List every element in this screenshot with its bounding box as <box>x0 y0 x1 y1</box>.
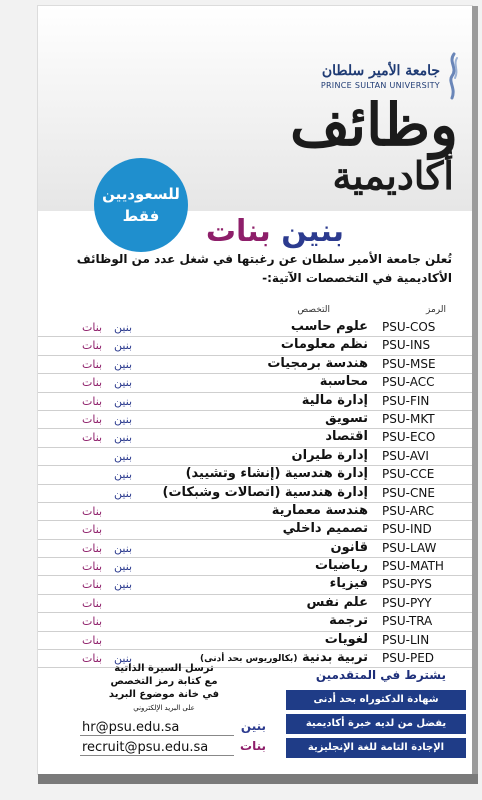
specialty-name <box>168 466 368 481</box>
specialty-code: PSU-COS <box>382 320 436 334</box>
specialty-name <box>168 613 368 628</box>
gender-girls: بنات <box>82 339 103 353</box>
cv-instructions-email: على البريد الإلكتروني <box>133 704 195 712</box>
specialty-name-text: إدارة هندسية (اتصالات وشبكات) <box>162 484 368 500</box>
table-row <box>38 374 472 392</box>
gender-heading <box>206 214 344 249</box>
specialty-name-text: نظم معلومات <box>280 337 368 353</box>
table-row <box>38 356 472 374</box>
gender-girls: بنات <box>82 412 103 426</box>
specialty-name <box>168 521 368 536</box>
specialty-name-text: اقتصاد <box>325 429 368 445</box>
requirement-item: الإجادة التامة للغة الإنجليزية <box>286 738 466 758</box>
specialty-name <box>168 356 368 371</box>
gender-girls: بنات <box>82 578 103 592</box>
requirements-title: يشترط في المتقدمين <box>315 668 446 682</box>
email-row-girls <box>80 738 266 758</box>
specialty-name-text: علم نفس <box>306 594 368 610</box>
email-link-boys[interactable]: hr@psu.edu.sa <box>82 720 180 735</box>
intro-text: تُعلن جامعة الأمير سلطان عن رغبتها في شغل عدد من الوظائف الأكاديمية في التخصصات الآتية:- <box>76 252 452 285</box>
gender-girls: بنات <box>82 652 103 666</box>
specialty-name-text: هندسة معمارية <box>271 502 368 518</box>
gender-boys: بنين <box>114 339 133 353</box>
requirement-item: شهادة الدكتوراه بحد أدنى <box>286 690 466 710</box>
specialty-name <box>168 595 368 610</box>
specialty-code: PSU-ARC <box>382 503 435 518</box>
gender-girls: بنات <box>82 633 103 647</box>
specialty-name-text: إدارة مالية <box>301 392 368 408</box>
cv-instructions <box>106 662 222 714</box>
specialty-name-text: لغويات <box>324 631 368 647</box>
email-row-boys <box>80 718 266 738</box>
specialty-name <box>168 503 368 518</box>
saudi-only-badge <box>94 158 188 252</box>
table-row <box>38 503 472 521</box>
table-header <box>38 301 472 319</box>
table-row <box>38 466 472 484</box>
badge-line-2: فقط <box>122 207 160 225</box>
table-row <box>38 411 472 429</box>
logo-arabic-text: جامعة الأمير سلطان <box>321 62 440 79</box>
specialty-name <box>168 448 368 463</box>
specialty-code: PSU-IND <box>382 522 432 537</box>
specialty-code: PSU-INS <box>382 338 431 353</box>
specialty-code: PSU-TRA <box>382 614 433 629</box>
specialty-name-text: محاسبة <box>319 374 368 390</box>
email-label-girls: بنات <box>240 739 266 753</box>
gender-boys: بنين <box>114 560 133 574</box>
email-list <box>80 718 266 758</box>
requirement-item: يفضل من لديه خبرة أكاديمية <box>286 714 466 734</box>
specialty-name <box>168 558 368 573</box>
poster-shadow-right <box>472 6 478 774</box>
badge-line-1: للسعوديين <box>102 185 180 203</box>
specialty-name <box>162 484 368 500</box>
specialty-name-text: فيزياء <box>329 576 368 592</box>
specialty-code: PSU-PED <box>382 651 435 666</box>
table-row <box>38 448 472 466</box>
specialty-name <box>168 540 368 555</box>
gender-heading-boys: بنين <box>281 214 344 249</box>
specialty-name <box>168 337 368 352</box>
specialty-code: PSU-AVI <box>382 448 429 463</box>
gender-boys: بنين <box>114 449 133 463</box>
table-row <box>38 650 472 668</box>
cv-instructions-main: ترسل السيرة الذاتية مع كتابة رمز التخصص في خانة موضوع البريد <box>108 663 220 700</box>
gender-girls: بنات <box>82 376 103 390</box>
gender-girls: بنات <box>82 431 103 445</box>
page-subtitle: أكاديمية <box>332 153 454 198</box>
gender-girls: بنات <box>82 560 103 574</box>
gender-boys: بنين <box>114 412 133 426</box>
gender-boys: بنين <box>114 321 133 334</box>
gender-boys: بنين <box>114 541 133 555</box>
specialty-code: PSU-MATH <box>382 559 444 574</box>
specialty-code: PSU-ECO <box>382 430 436 445</box>
table-row <box>38 558 472 576</box>
specialty-name-text: إدارة هندسية (إنشاء وتشييد) <box>185 466 368 482</box>
specialty-name-text: هندسة برمجيات <box>267 355 368 371</box>
gender-girls: بنات <box>82 357 103 371</box>
email-label-boys: بنين <box>240 719 266 733</box>
specialty-name <box>168 411 368 426</box>
gender-boys: بنين <box>114 486 133 500</box>
gender-boys: بنين <box>114 652 133 666</box>
specialty-code: PSU-LIN <box>382 632 430 647</box>
header-code: الرمز <box>426 305 446 315</box>
email-link-girls[interactable]: recruit@psu.edu.sa <box>82 740 209 755</box>
table-row <box>38 337 472 355</box>
table-row <box>38 613 472 631</box>
specialty-name <box>168 576 368 591</box>
specialty-code: PSU-PYS <box>382 577 432 592</box>
logo-english-text: PRINCE SULTAN UNIVERSITY <box>320 80 440 90</box>
specialty-name-text: تربية بدنية <box>301 650 368 666</box>
specialties-table <box>38 301 472 668</box>
gender-girls: بنات <box>82 394 103 408</box>
gender-boys: بنين <box>114 357 133 371</box>
specialty-code: PSU-MSE <box>382 356 436 371</box>
specialty-code: PSU-LAW <box>382 540 437 555</box>
page-title: وظائف <box>289 91 458 159</box>
table-row <box>38 429 472 447</box>
gender-boys: بنين <box>114 394 133 408</box>
gender-girls: بنات <box>82 504 103 518</box>
specialty-name-text: ترجمة <box>329 613 368 629</box>
table-row <box>38 393 472 411</box>
specialty-name-text: تسويق <box>325 410 368 426</box>
specialty-name-text: تصميم داخلي <box>282 521 368 537</box>
gender-girls: بنات <box>82 615 103 629</box>
table-row <box>38 521 472 539</box>
table-row <box>38 485 472 503</box>
gender-boys: بنين <box>114 578 133 592</box>
specialty-name <box>168 429 368 444</box>
poster-shadow-bottom <box>38 774 478 784</box>
specialty-note: (بكالوريوس بحد أدنى) <box>200 654 298 665</box>
table-row <box>38 540 472 558</box>
specialty-code: PSU-FIN <box>382 393 430 408</box>
specialty-name-text: رياضيات <box>314 558 368 574</box>
gender-girls: بنات <box>82 541 103 555</box>
specialty-name <box>168 374 368 389</box>
gender-girls: بنات <box>82 596 103 610</box>
specialty-code: PSU-CNE <box>382 485 435 500</box>
header-specialty: التخصص <box>297 305 330 315</box>
gender-heading-girls: بنات <box>205 214 271 249</box>
specialty-name <box>168 632 368 647</box>
specialty-code: PSU-PYY <box>382 595 432 610</box>
specialty-code: PSU-ACC <box>382 375 435 390</box>
specialty-name-text: إدارة طيران <box>291 447 368 463</box>
table-row <box>38 595 472 613</box>
gender-boys: بنين <box>114 468 133 482</box>
specialty-name <box>168 319 368 334</box>
specialty-code: PSU-CCE <box>382 467 435 482</box>
specialty-name-text: قانون <box>330 539 368 555</box>
specialty-name-text: علوم حاسب <box>290 319 368 334</box>
table-row <box>38 319 472 337</box>
specialty-code: PSU-MKT <box>382 411 435 426</box>
table-body <box>38 319 472 668</box>
gender-boys: بنين <box>114 376 133 390</box>
gender-girls: بنات <box>82 321 103 334</box>
table-row <box>38 576 472 594</box>
table-row <box>38 632 472 650</box>
gender-girls: بنات <box>82 523 103 537</box>
gender-boys: بنين <box>114 431 133 445</box>
job-poster <box>38 6 472 774</box>
specialty-name <box>168 393 368 408</box>
